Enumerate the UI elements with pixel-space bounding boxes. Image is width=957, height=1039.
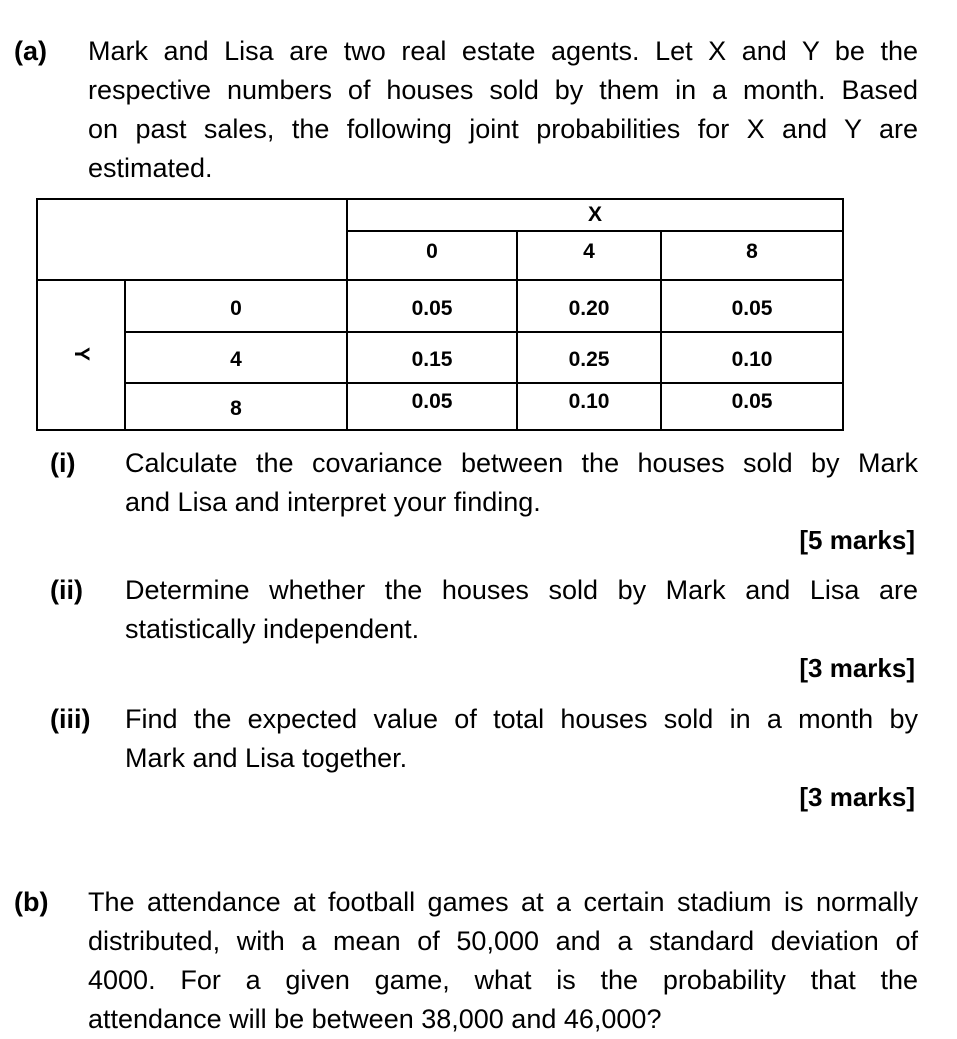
joint-probability-table [36, 198, 844, 431]
part-a-line: estimated. [88, 153, 213, 183]
part-a-line: on past sales, the following joint probabilities for X and Y are [88, 114, 918, 144]
part-b-line: The attendance at football games at a certain stadium is normally [88, 887, 918, 917]
question-ii-marks: [3 marks] [799, 653, 915, 683]
probability-cell: 0.25 [568, 348, 610, 371]
probability-cell: 0.10 [731, 348, 773, 371]
x-value-header: 0 [426, 240, 438, 263]
question-iii-marks: [3 marks] [799, 782, 915, 812]
y-value-header: 0 [230, 297, 242, 320]
question-i-label: (i) [50, 448, 76, 478]
probability-cell: 0.15 [411, 348, 453, 371]
probability-cell: 0.05 [731, 390, 773, 413]
question-i-text [125, 444, 918, 522]
part-b-text [88, 883, 918, 1039]
part-a-line: Mark and Lisa are two real estate agents. Let X and Y be the [88, 36, 918, 66]
probability-cell: 0.05 [411, 390, 453, 413]
question-iii-label: (iii) [50, 704, 91, 734]
y-value-header: 8 [230, 397, 242, 420]
x-variable-label: X [587, 203, 602, 226]
part-b-line: distributed, with a mean of 50,000 and a standard deviation of [88, 926, 918, 956]
part-a-line: respective numbers of houses sold by them in a month. Based [88, 75, 918, 105]
question-line: Find the expected value of total houses sold in a month by [125, 704, 918, 734]
part-b-label: (b) [14, 887, 49, 917]
y-value-header: 4 [230, 348, 242, 371]
question-iii-text [125, 700, 918, 778]
question-line: and Lisa and interpret your finding. [125, 487, 541, 517]
part-b-line: 4000. For a given game, what is the probability that the [88, 965, 918, 995]
part-a-text [88, 32, 918, 188]
part-a-label: (a) [14, 36, 47, 66]
x-value-header: 8 [746, 240, 758, 263]
question-ii-label: (ii) [50, 575, 83, 605]
part-b-line: attendance will be between 38,000 and 46,000? [88, 1004, 662, 1034]
probability-cell: 0.20 [568, 297, 610, 320]
question-line: Determine whether the houses sold by Mark and Lisa are [125, 575, 918, 605]
probability-cell: 0.05 [731, 297, 773, 320]
question-ii-text [125, 571, 918, 649]
question-line: statistically independent. [125, 614, 420, 644]
x-value-header: 4 [583, 240, 595, 263]
question-line: Calculate the covariance between the houses sold by Mark [125, 448, 918, 478]
question-line: Mark and Lisa together. [125, 743, 408, 773]
probability-cell: 0.10 [568, 390, 610, 413]
probability-cell: 0.05 [411, 297, 453, 320]
question-i-marks: [5 marks] [799, 525, 915, 555]
y-variable-label: Y [70, 346, 93, 361]
